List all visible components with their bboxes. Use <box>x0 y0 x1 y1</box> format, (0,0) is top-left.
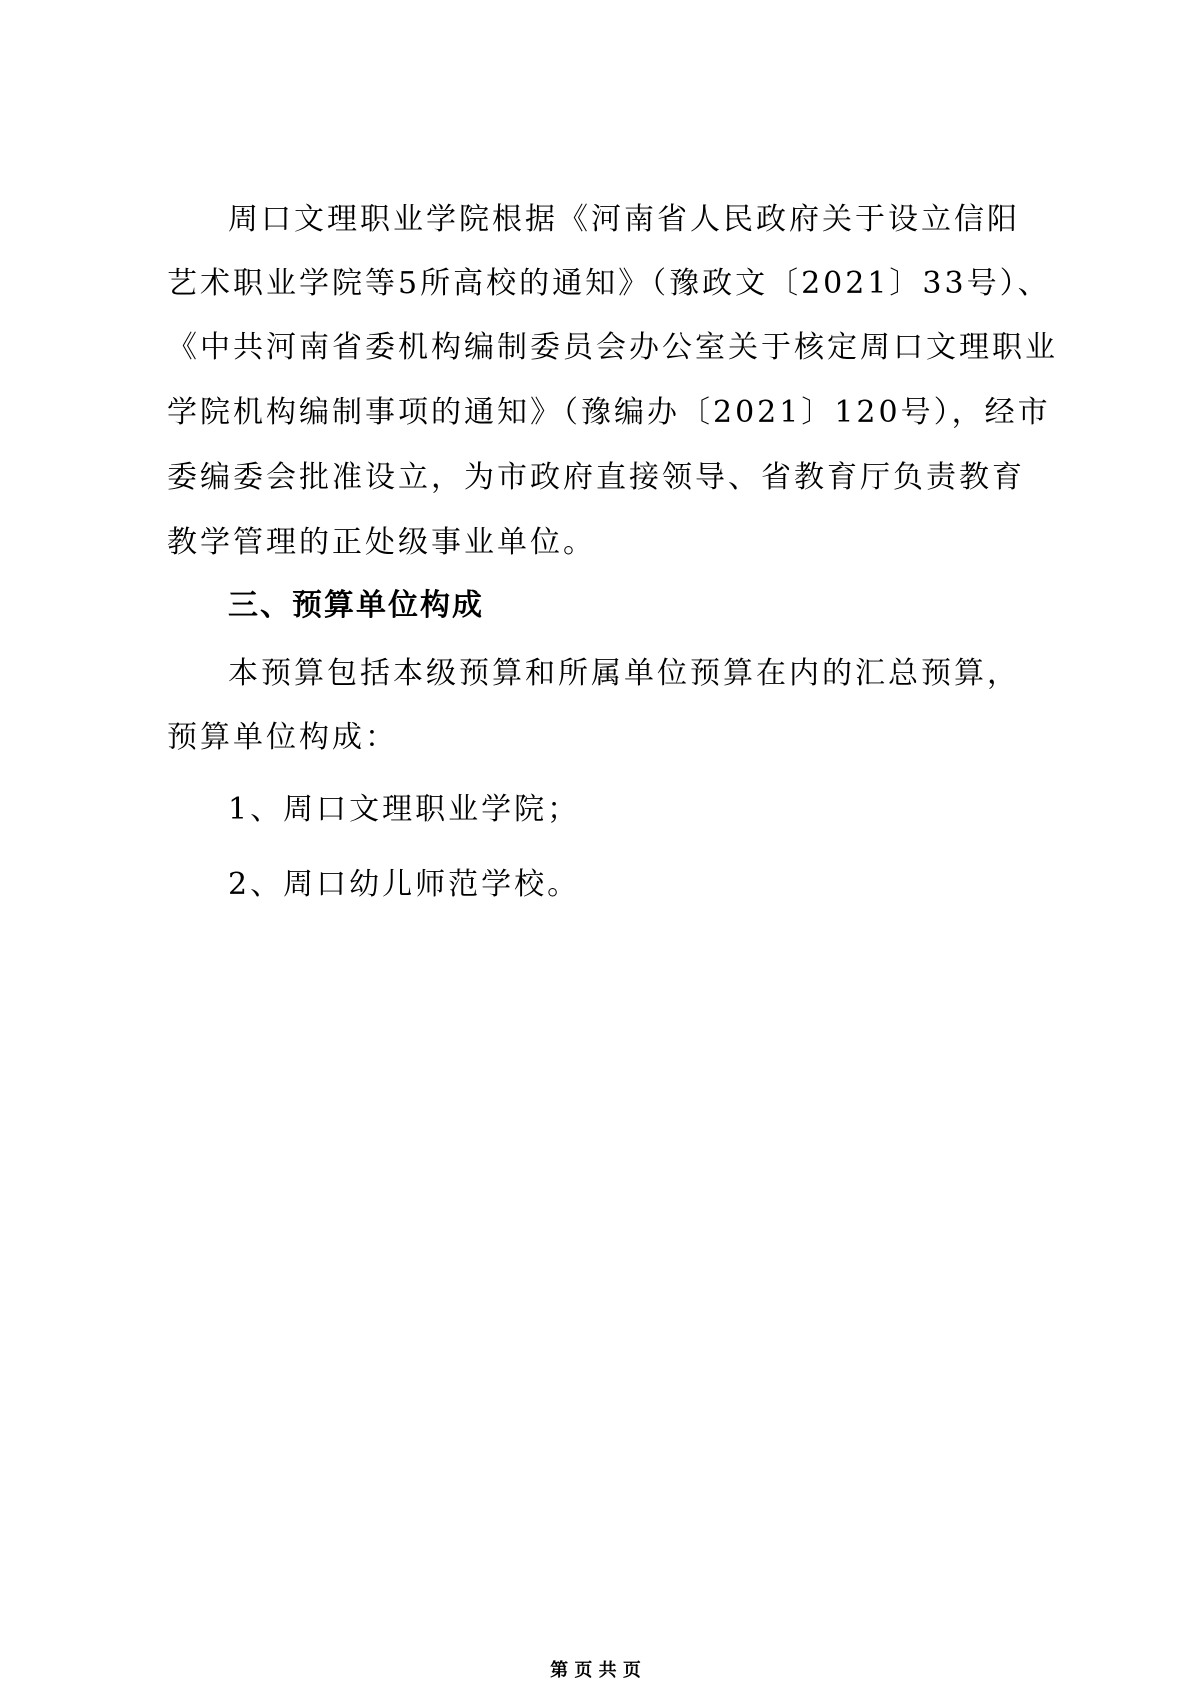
paragraph-line: 艺术职业学院等5所高校的通知》（豫政文〔2021〕33号）、 <box>167 266 1051 301</box>
section-heading: 三、预算单位构成 <box>228 588 484 623</box>
paragraph-line: 本预算包括本级预算和所属单位预算在内的汇总预算， <box>228 656 1020 691</box>
paragraph-line: 周口文理职业学院根据《河南省人民政府关于设立信阳 <box>228 202 1020 237</box>
paragraph-line: 教学管理的正处级事业单位。 <box>167 525 596 560</box>
paragraph-line: 《中共河南省委机构编制委员会办公室关于核定周口文理职业 <box>167 330 1058 365</box>
paragraph-line: 学院机构编制事项的通知》（豫编办〔2021〕120号），经市 <box>167 395 1051 430</box>
list-item: 2、周口幼儿师范学校。 <box>228 867 581 902</box>
paragraph-line: 预算单位构成： <box>167 720 398 755</box>
paragraph-line: 委编委会批准设立，为市政府直接领导、省教育厅负责教育 <box>167 460 1025 495</box>
list-item: 1、周口文理职业学院； <box>228 792 581 827</box>
page-footer: 第 页 共 页 <box>550 1660 641 1681</box>
